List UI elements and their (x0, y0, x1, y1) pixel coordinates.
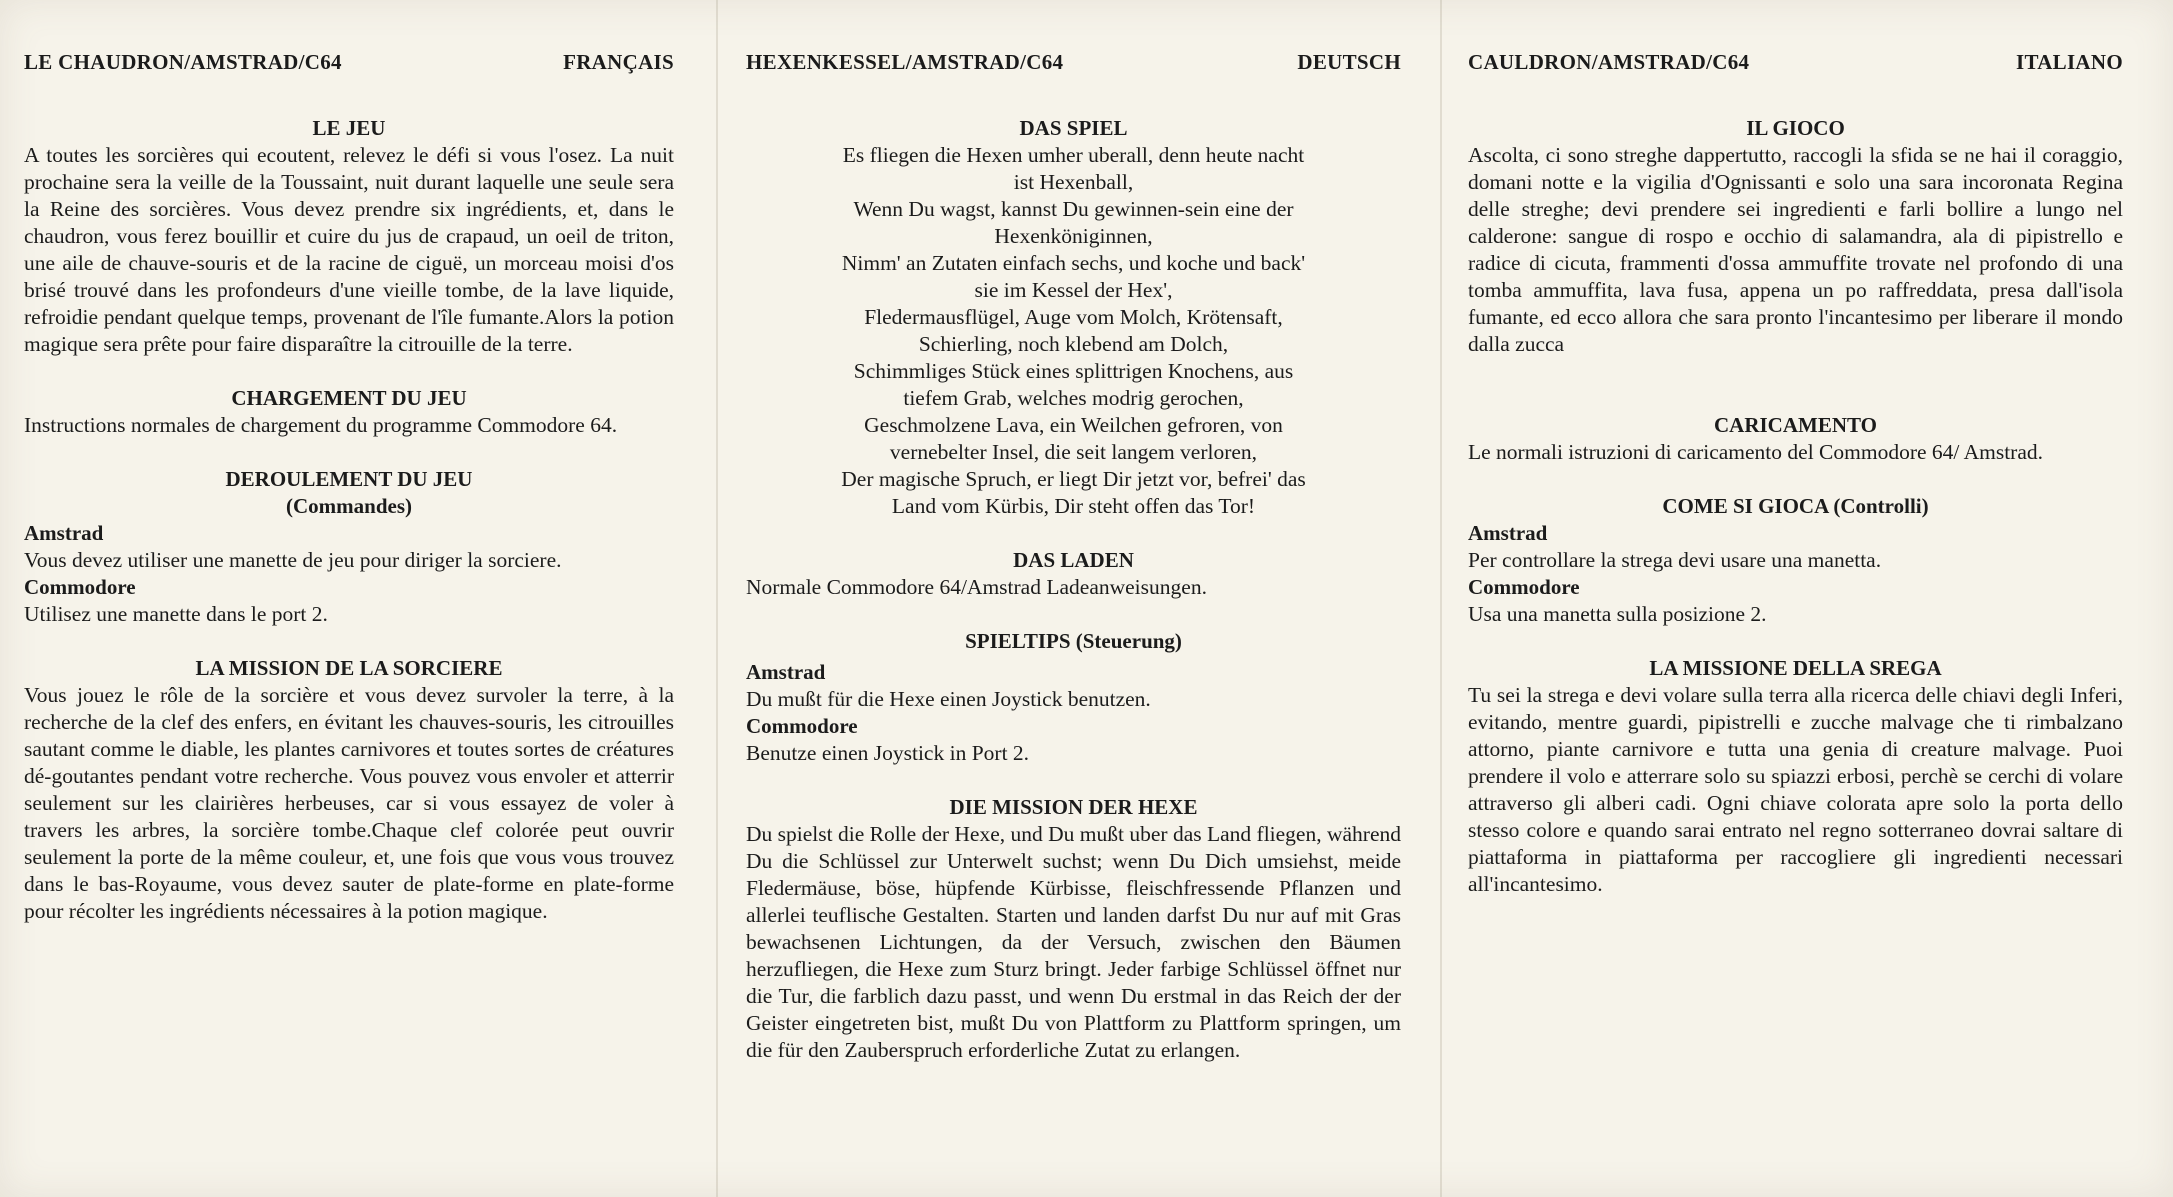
section-text: Tu sei la strega e devi volare sulla terra alla ricerca delle chiavi degli Inferi, evitando, mentre guardi, pipistrelli e zucche malvage che ti rimbalzano attorno, piante carnivore e tutta una genia di creature malvage. Puoi prendere il volo e atterrare solo su spiazzi erbosi, perchè se cerchi di volare attraverso gli alberi cadi. Ogni chiave colorata apre solo la porta dello stesso colore e quando sarai entrato nel regno sotterraneo dovrai saltare di piattaforma in piattaforma per raccogliere gli ingredienti necessari all'incantesimo. (1468, 683, 2123, 896)
section-text: Vous jouez le rôle de la sorcière et vous devez survoler la terre, à la recherche de la clef des enfers, en évitant les chauves-souris, les citrouilles sautant comme le diable, les plantes carnivores et toutes sortes de créatures dé-goutantes pendant votre recherche. Vous pouvez vous envoler et atterrir seulement sur les clairières herbeuses, car si vous essayez de voler à travers les arbres, la sorcière tombe.Chaque clef colorée peut ouvrir seulement la porte de la même couleur, et, une fois que vous vous trouvez dans le bas-Royaume, vous devez sauter de plate-forme en plate-forme pour récolter les ingrédients nécessaires à la potion magique. (24, 683, 674, 923)
section-title: DAS SPIEL (1019, 116, 1128, 140)
platform-label: Amstrad (24, 521, 104, 545)
poem-line: Wenn Du wagst, kannst Du gewinnen-sein eine der (853, 197, 1294, 221)
section-title: SPIELTIPS (Steuerung) (965, 629, 1182, 653)
section-text: Le normali istruzioni di caricamento del Commodore 64/ Amstrad. (1468, 440, 2043, 464)
poem-line: Land vom Kürbis, Dir steht offen das Tor! (891, 494, 1256, 518)
platform-label: Amstrad (746, 660, 826, 684)
section-text: Benutze einen Joystick in Port 2. (746, 741, 1030, 765)
section-title: CHARGEMENT DU JEU (231, 386, 467, 410)
poem-line: vernebelter Insel, die seit langem verloren, (889, 440, 1258, 464)
section-text: Ascolta, ci sono streghe dappertutto, raccogli la sfida se ne hai il coraggio, domani notte e la vigilia d'Ognissanti e solo una sara incoronata Regina delle streghe; devi prendere sei ingredienti e farli bollire a lungo nel calderone: sangue di rospo e occhio di salamandra, ala di pipistrello e radice di cicuta, frammenti d'ossa ammuffite trovate nel profondo di una tomba ammuffita, lava fusa, appena un po raffreddata, presa dall'isola fumante, ed ecco allora che sara pronto l'incantesimo per liberare il mondo dalla zucca (1468, 143, 2123, 356)
column-header (746, 50, 1401, 75)
poem-line: Fledermausflügel, Auge vom Molch, Krötensaft, (864, 305, 1283, 329)
platform-label: Commodore (24, 575, 136, 599)
fold-line (1440, 0, 1442, 1197)
column-deutsch (746, 50, 1401, 1064)
header-title: HEXENKESSEL/AMSTRAD/C64 (746, 50, 1064, 74)
header-language: ITALIANO (2015, 50, 2123, 74)
section-text: Normale Commodore 64/Amstrad Ladeanweisungen. (746, 575, 1207, 599)
header-title: CAULDRON/AMSTRAD/C64 (1468, 50, 1750, 74)
poem-line: Hexenköniginnen, (994, 224, 1153, 248)
column-header (1468, 50, 2123, 75)
poem-line: sie im Kessel der Hex', (974, 278, 1173, 302)
section-text: Instructions normales de chargement du programme Commodore 64. (24, 413, 618, 437)
poem-line: tiefem Grab, welches modrig gerochen, (903, 386, 1244, 410)
header-language: DEUTSCH (1297, 50, 1401, 74)
section-title: LA MISSION DE LA SORCIERE (195, 656, 503, 680)
section-title: DIE MISSION DER HEXE (949, 795, 1198, 819)
section-title: COME SI GIOCA (Controlli) (1662, 494, 1929, 518)
section-title: DEROULEMENT DU JEU (225, 467, 473, 491)
section-text: Utilisez une manette dans le port 2. (24, 602, 328, 626)
fold-line (716, 0, 718, 1197)
platform-label: Amstrad (1468, 521, 1548, 545)
header-language: FRANÇAIS (563, 50, 674, 74)
platform-label: Commodore (1468, 575, 1580, 599)
column-italiano (1468, 50, 2123, 898)
poem-line: Nimm' an Zutaten einfach sechs, und koche und back' (841, 251, 1306, 275)
section-title: CARICAMENTO (1714, 413, 1877, 437)
section-title: DAS LADEN (1013, 548, 1134, 572)
header-title: LE CHAUDRON/AMSTRAD/C64 (24, 50, 342, 74)
section-title: IL GIOCO (1746, 116, 1845, 140)
section-text: Usa una manetta sulla posizione 2. (1468, 602, 1767, 626)
section-text: A toutes les sorcières qui ecoutent, relevez le défi si vous l'osez. La nuit prochaine sera la veille de la Toussaint, nuit durant laquelle une seule sera la Reine des sorcières. Vous devez prendre six ingrédients, et, dans le chaudron, vous ferez bouillir et cuire du jus de crapaud, un oeil de triton, une aile de chauve-souris et de la racine de ciguë, un morceau moisi d'os brisé trouvé dans les profondeurs d'une vieille tombe, de la lave liquide, refroidie pendant quelque temps, provenant de l'île fumante.Alors la potion magique sera prête pour faire disparaître la citrouille de la terre. (24, 143, 674, 356)
poem (746, 142, 1401, 520)
poem-line: ist Hexenball, (1013, 170, 1134, 194)
section-text: Per controllare la strega devi usare una manetta. (1468, 548, 1882, 572)
poem-line: Es fliegen die Hexen umher uberall, denn heute nacht (842, 143, 1305, 167)
platform-label: Commodore (746, 714, 858, 738)
poem-line: Schimmliges Stück eines splittrigen Knochens, aus (853, 359, 1294, 383)
poem-line: Geschmolzene Lava, ein Weilchen gefroren, von (864, 413, 1283, 437)
section-subtitle: (Commandes) (286, 494, 412, 518)
section-text: Du mußt für die Hexe einen Joystick benutzen. (746, 687, 1151, 711)
column-header (24, 50, 674, 75)
section-title: LE JEU (312, 116, 386, 140)
column-francais (24, 50, 674, 925)
section-title: LA MISSIONE DELLA SREGA (1649, 656, 1942, 680)
poem-line: Der magische Spruch, er liegt Dir jetzt vor, befrei' das (841, 467, 1306, 491)
section-text: Du spielst die Rolle der Hexe, und Du mußt uber das Land fliegen, während Du die Schlüssel zur Unterwelt suchst; wenn Du Dich umsiehst, meide Fledermäuse, böse, hüpfende Kürbisse, fleischfressende Pflanzen und allerlei teuflische Gestalten. Starten und landen darfst Du nur auf mit Gras bewachsenen Lichtungen, da der Versuch, zwischen den Bäumen herzufliegen, die Hexe zum Sturz bringt. Jeder farbige Schlüssel öffnet nur die Tur, die farblich dazu passt, und wenn Du erstmal in das Reich der der Geister eingetreten bist, mußt Du von Plattform zu Plattform springen, um die für den Zauberspruch erforderliche Zutat zu erlangen. (746, 822, 1401, 1062)
poem-line: Schierling, noch klebend am Dolch, (918, 332, 1229, 356)
section-text: Vous devez utiliser une manette de jeu pour diriger la sorciere. (24, 548, 562, 572)
